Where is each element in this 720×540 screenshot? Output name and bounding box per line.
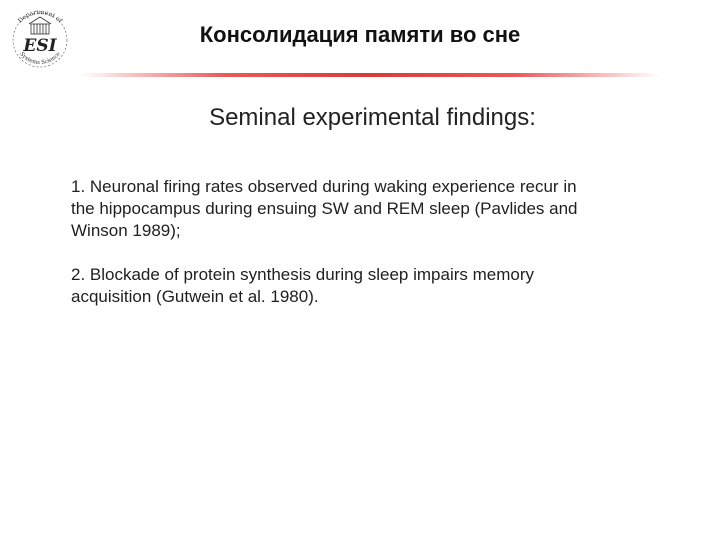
title-divider (80, 73, 660, 77)
logo-bottom-arc: Systems Science (18, 51, 62, 67)
finding-item-1: 1. Neuronal firing rates observed during waking experience recur in the hippocampus during ensuing SW and REM sleep (Pavlides and Winson 1989); (71, 177, 578, 240)
logo-top-arc: Department of (16, 8, 64, 25)
institution-seal-icon (4, 2, 76, 68)
slide-subtitle: Seminal experimental findings: (209, 104, 536, 131)
logo-text: ESI (23, 36, 57, 56)
institution-logo (4, 2, 76, 68)
findings-list (71, 176, 681, 330)
finding-item-2: 2. Blockade of protein synthesis during sleep impairs memory acquisition (Gutwein et al. 1980). (71, 265, 534, 306)
slide-title: Консолидация памяти во сне (199, 22, 521, 47)
